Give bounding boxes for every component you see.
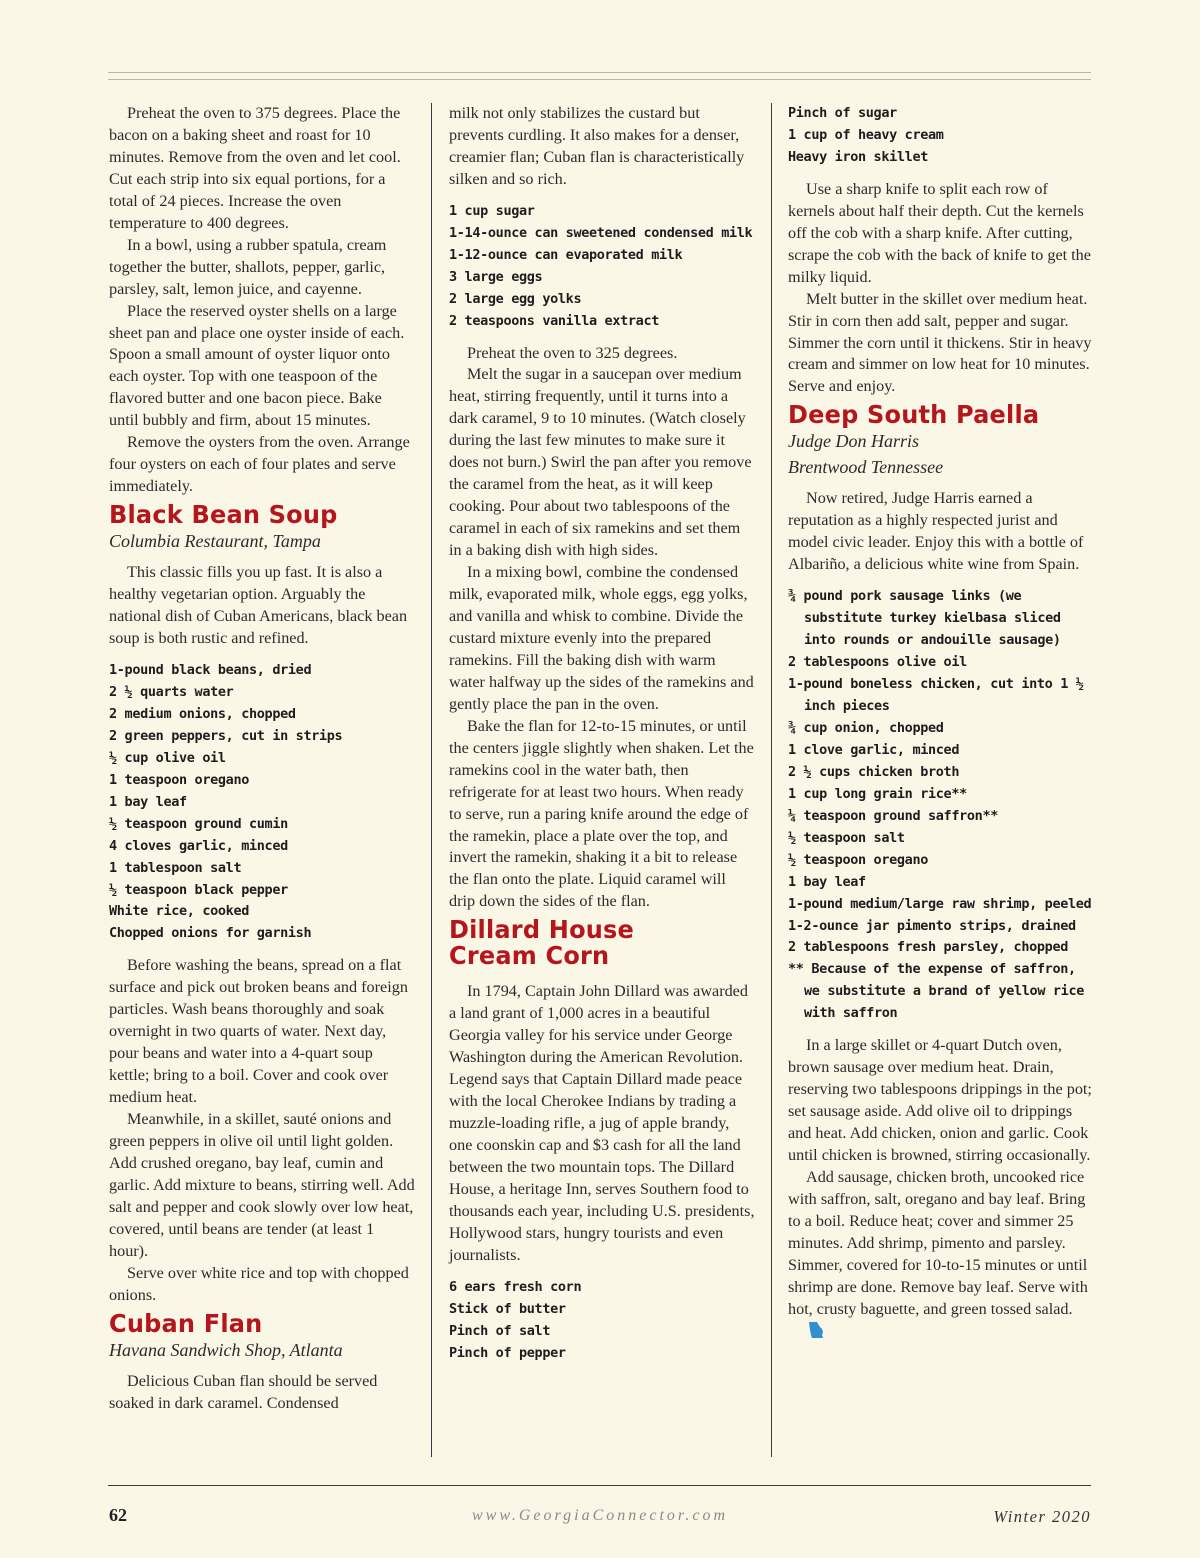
ingredient-item: 1 teaspoon oregano: [109, 771, 249, 788]
recipe-intro: In 1794, Captain John Dillard was awarded a land grant of 1,000 acres in a beautiful Georgia valley for his service under George Washington during the American Revolution. Legend says that Captain Dillard made peace with the local Cherokee Indians by trading a muzzle-loading rifle, a jug of apple brandy, one coonskin cap and $3 cash for all the land between the two mountain tops. The Dillard House, a heritage Inn, serves Southern food to thousands each year, including U.S. presidents, Hollywood stars, hungry tourists and even journalists.: [449, 982, 755, 1264]
ingredient-item: 2 tablespoons fresh parsley, chopped: [788, 939, 1068, 956]
recipe-step: Melt the sugar in a saucepan over medium heat, stirring frequently, until it turns into a dark caramel, 9 to 10 minutes. (Watch closely during the last few minutes to make sure it does not burn.) Swirl the pan after you remove the caramel from the heat, as it will keep cooking. Pour about two tablespoons of the caramel in each of six ramekins and set them in a baking dish with high sides.: [449, 365, 752, 560]
recipe-source: Havana Sandwich Shop, Atlanta: [109, 1339, 343, 1360]
georgia-state-shape-icon: [790, 1321, 824, 1346]
column-divider: [431, 103, 432, 1457]
recipe-step: Use a sharp knife to split each row of kernels about half their depth. Cut the kernels off the cob with a sharp knife. After cutting, scrape the cob with the back of knife to get the milky liquid.: [788, 179, 1091, 286]
ingredient-footnote: ** Because of the expense of saffron, we substitute a brand of yellow rice with saffron: [788, 961, 1084, 1022]
ingredient-item: 4 cloves garlic, minced: [109, 837, 288, 854]
ingredient-item: 1-12-ounce can evaporated milk: [449, 246, 683, 263]
ingredient-item: Pinch of sugar: [788, 105, 897, 121]
website-url: www.GeorgiaConnector.com: [472, 1507, 728, 1524]
ingredient-item: ¾ cup onion, chopped: [788, 719, 944, 736]
ingredient-item: 1 clove garlic, minced: [788, 741, 960, 758]
ingredient-item: ½ teaspoon salt: [788, 829, 905, 846]
ingredient-item: ½ teaspoon black pepper: [109, 881, 288, 898]
ingredient-list: [788, 586, 1092, 1025]
recipe-title-cream-corn: [449, 917, 749, 969]
ingredient-list: [788, 103, 1092, 169]
ingredient-list: [449, 1277, 755, 1365]
ingredient-item: 3 large eggs: [449, 268, 543, 285]
recipe-title-black-bean-soup: Black Bean Soup: [109, 500, 338, 530]
recipe-title-cuban-flan: Cuban Flan: [109, 1308, 263, 1338]
recipe-step: Serve over white rice and top with chopped onions.: [109, 1263, 409, 1304]
ingredient-item: 1 cup long grain rice**: [788, 785, 967, 802]
recipe-source-place: Brentwood Tennessee: [788, 457, 944, 478]
oyster-step: Place the reserved oyster shells on a large sheet pan and place one oyster inside of each. Spoon a small amount of oyster liquor onto each oyster. Top with one teaspoon of the flavored butter and one bacon piece. Bake until bubbly and firm, about 15 minutes.: [109, 301, 405, 430]
ingredient-item: 2 teaspoons vanilla extract: [449, 312, 659, 329]
footer-rule: [108, 1485, 1091, 1486]
recipe-intro: This classic fills you up fast. It is also a healthy vegetarian option. Arguably the national dish of Cuban Americans, black bean soup is both rustic and refined.: [109, 563, 408, 648]
oyster-step: Remove the oysters from the oven. Arrange four oysters on each of four plates and serve immediately.: [109, 433, 410, 496]
recipe-step: In a mixing bowl, combine the condensed milk, evaporated milk, whole eggs, egg yolks, and vanilla and whisk to combine. Divide the custard mixture evenly into the prepared ramekins. Fill the baking dish with warm water halfway up the sides of the ramekins and gently place the pan in the oven.: [449, 563, 754, 713]
header-double-rule: [108, 72, 1091, 80]
oyster-step: In a bowl, using a rubber spatula, cream together the butter, shallots, pepper, garlic, parsley, salt, lemon juice, and cayenne.: [109, 235, 387, 298]
ingredient-item: 1-14-ounce can sweetened condensed milk: [449, 224, 753, 241]
ingredient-item: 1-pound black beans, dried: [109, 661, 312, 678]
ingredient-list: [109, 660, 415, 945]
ingredient-item: ¼ teaspoon ground saffron**: [788, 807, 998, 824]
column-1: [109, 103, 415, 1460]
ingredient-item: ½ cup olive oil: [109, 749, 226, 766]
ingredient-item: 6 ears fresh corn: [449, 1278, 582, 1295]
issue-date: Winter 2020: [993, 1507, 1091, 1526]
recipe-title-deep-south-paella: Deep South Paella: [788, 400, 1040, 430]
page-number: 62: [109, 1505, 127, 1525]
recipe-step-text: Add sausage, chicken broth, uncooked rice with saffron, salt, oregano and bay leaf. Bring to a boil. Reduce heat; cover and simmer 25 minutes. Add shrimp, pimento and parsley. Simmer, covered for 10-to-15 minutes or until shrimp are done. Remove bay leaf. Serve with hot, crusty baguette, and green tossed salad.: [788, 1167, 1088, 1318]
ingredient-item: 1 cup sugar: [449, 202, 535, 219]
recipe-step: In a large skillet or 4-quart Dutch oven, brown sausage over medium heat. Drain, reserving two tablespoons drippings in the pot; set sausage aside. Add olive oil to drippings and heat. Add chicken, onion and garlic. Cook until chicken is browned, stirring occasionally.: [788, 1036, 1092, 1165]
ingredient-list: [449, 201, 755, 333]
column-2: [449, 103, 755, 1460]
recipe-intro: Now retired, Judge Harris earned a reputation as a highly respected jurist and model civic leader. Enjoy this with a bottle of Albariño, a delicious white wine from Spain.: [788, 489, 1084, 574]
ingredient-item: 1-pound medium/large raw shrimp, peeled: [788, 895, 1092, 912]
ingredient-item: 1 bay leaf: [788, 873, 866, 890]
ingredient-item: 2 tablespoons olive oil: [788, 654, 967, 671]
recipe-intro-continued: milk not only stabilizes the custard but prevents curdling. It also makes for a denser, creamier flan; Cuban flan is characteristically silken and so rich.: [449, 104, 745, 188]
ingredient-item: 1 cup of heavy cream: [788, 126, 944, 143]
column-divider: [771, 103, 772, 1457]
recipe-source-name: Judge Don Harris: [788, 431, 919, 452]
ingredient-item: 1-pound boneless chicken, cut into 1 ½ inch pieces: [788, 676, 1084, 714]
column-3: [788, 103, 1092, 1460]
ingredient-item: 1 tablespoon salt: [109, 859, 242, 876]
recipe-intro: Delicious Cuban flan should be served soaked in dark caramel. Condensed: [109, 1371, 378, 1412]
ingredient-item: 1 bay leaf: [109, 793, 187, 810]
ingredient-item: White rice, cooked: [109, 903, 249, 920]
ingredient-item: 2 large egg yolks: [449, 290, 582, 307]
ingredient-item: 2 green peppers, cut in strips: [109, 727, 343, 744]
recipe-source: Columbia Restaurant, Tampa: [109, 531, 321, 552]
ingredient-item: ½ teaspoon oregano: [788, 851, 928, 868]
ingredient-item: 2 medium onions, chopped: [109, 705, 296, 722]
ingredient-item: Heavy iron skillet: [788, 148, 928, 165]
recipe-step: [788, 1167, 1092, 1346]
recipe-step: Before washing the beans, spread on a flat surface and pick out broken beans and foreign particles. Wash beans thoroughly and soak overnight in two quarts of water. Next day, pour beans and water into a 4-quart soup kettle; bring to a boil. Cover and cook over medium heat.: [109, 956, 408, 1107]
ingredient-item: 2 ½ quarts water: [109, 683, 234, 700]
ingredient-item: Pinch of pepper: [449, 1344, 566, 1361]
ingredient-item: Stick of butter: [449, 1300, 566, 1317]
recipe-step: Melt butter in the skillet over medium heat. Stir in corn then add salt, pepper and sugar. Simmer the corn until it thickens. Stir in heavy cream and simmer on low heat for 10 minutes. Serve and enjoy.: [788, 289, 1092, 396]
recipe-title-line: Dillard House: [449, 915, 635, 945]
recipe-step: Preheat the oven to 325 degrees.: [467, 343, 678, 362]
recipe-step: Bake the flan for 12-to-15 minutes, or until the centers jiggle slightly when shaken. Let the ramekins cool in the water bath, then refrigerate for at least two hours. When ready to serve, run a paring knife around the edge of the ramekin, place a plate over the top, and invert the ramekin, shaking it a bit to release the flan onto the plate. Liquid caramel will drip down the sides of the flan.: [449, 716, 754, 911]
ingredient-item: Pinch of salt: [449, 1322, 551, 1339]
recipe-title-line: Cream Corn: [449, 941, 610, 971]
recipe-step: Meanwhile, in a skillet, sauté onions and green peppers in olive oil until light golden. Add crushed oregano, bay leaf, cumin and garlic. Add mixture to beans, stirring well. Add salt and pepper and cook slowly over low heat, covered, until beans are tender (at least 1 hour).: [109, 1110, 415, 1260]
ingredient-item: Chopped onions for garnish: [109, 925, 312, 942]
ingredient-item: 1-2-ounce jar pimento strips, drained: [788, 917, 1076, 934]
ingredient-item: ½ teaspoon ground cumin: [109, 815, 288, 832]
ingredient-item: ¾ pound pork sausage links (we substitute turkey kielbasa sliced into rounds or andouille sausage): [788, 588, 1061, 649]
oyster-step: Preheat the oven to 375 degrees. Place the bacon on a baking sheet and roast for 10 minutes. Remove from the oven and let cool. Cut each strip into six equal portions, for a total of 24 pieces. Increase the oven temperature to 400 degrees.: [109, 104, 401, 232]
ingredient-item: 2 ½ cups chicken broth: [788, 763, 960, 780]
